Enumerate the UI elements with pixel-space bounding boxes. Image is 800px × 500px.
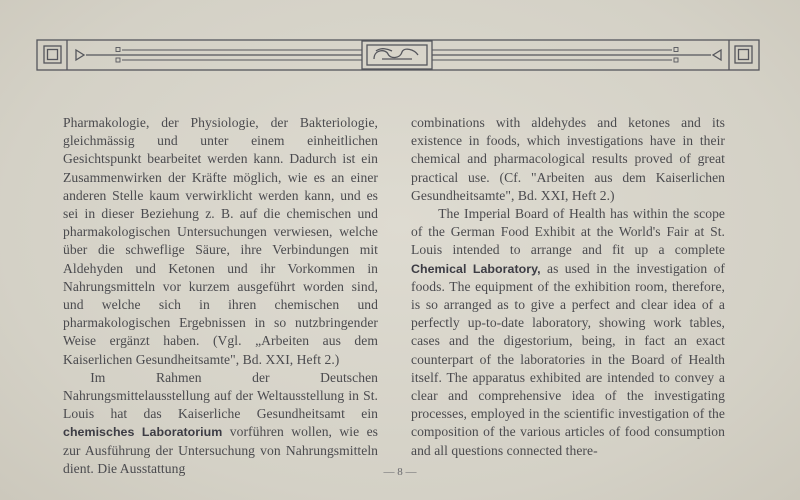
german-highlight-term: chemisches Laboratorium (63, 425, 223, 440)
header-ornament (36, 37, 760, 73)
english-highlight-term: Chemical Laboratory, (411, 261, 541, 276)
german-text-column (63, 114, 378, 478)
english-paragraph-1: combinations with aldehydes and ketones and its existence in foods, which investigations have in their chemical and pharmacological results proved of great practical use. (Cf. "Arbeiten aus dem Kaiserlichen Gesundheitsamte", Bd. XXI, Heft 2.) (411, 115, 725, 203)
english-paragraph-2-start: The Imperial Board of Health has within the scope of the German Food Exhibit at the World's Fair at St. Louis intended to arrange and fit up a complete (411, 206, 725, 258)
page-number: — 8 — (383, 466, 417, 478)
german-paragraph-2-end: vorführen wollen, wie es zur Ausführung der Untersuchung von Nahrungsmitteln dient. Die Ausstattung (63, 424, 379, 476)
german-paragraph-1: Pharmakologie, der Physiologie, der Bakteriologie, gleichmässig und unter einem einheitlichen Gesichtspunkt bearbeitet werden kann. Dadurch ist ein Zusammenwirken der Kräfte möglich, wie es an einer anderen Stelle kaum verwirklicht werden kann, und es sei in dieser Beziehung z. B. auf die chemischen und pharmakologischen Untersuchungen verwiesen, welche über die schweflige Säure, ihre Verbindungen mit Aldehyden und Ketonen und ihr Vorkommen in Nahrungsmitteln vor kurzem ausgeführt worden sind, und welche sich in ihren chemischen und pharmakologischen Ergebnissen in so nutzbringender Weise ergänzt haben. (Vgl. „Arbeiten aus dem Kaiserlichen Gesundheitsamte", Bd. XXI, Heft 2.) (63, 115, 378, 367)
english-paragraph-2 (411, 205, 725, 460)
english-text-column (411, 114, 725, 460)
english-paragraph-2-end: as used in the investigation of foods. The equipment of the exhibition room, therefore, is so arranged as to give a perfect and clear idea of a perfectly up-to-date laboratory, showing work tables, cases and the digestorium, being, in fact an exact counterpart of the laboratories in the Board of Health itself. The apparatus exhibited are intended to convey a clear and comprehensive idea of the investigating processes, employed in the scientific investigation of the composition of the various articles of food consumption and all questions connected there- (411, 260, 725, 458)
ornament-band-icon (36, 37, 760, 73)
german-paragraph-2-start: Im Rahmen der Deutschen Nahrungsmittelausstellung auf der Weltausstellung in St. Louis hat das Kaiserliche Gesundheitsamt ein (63, 369, 378, 422)
german-paragraph-2 (63, 369, 378, 478)
